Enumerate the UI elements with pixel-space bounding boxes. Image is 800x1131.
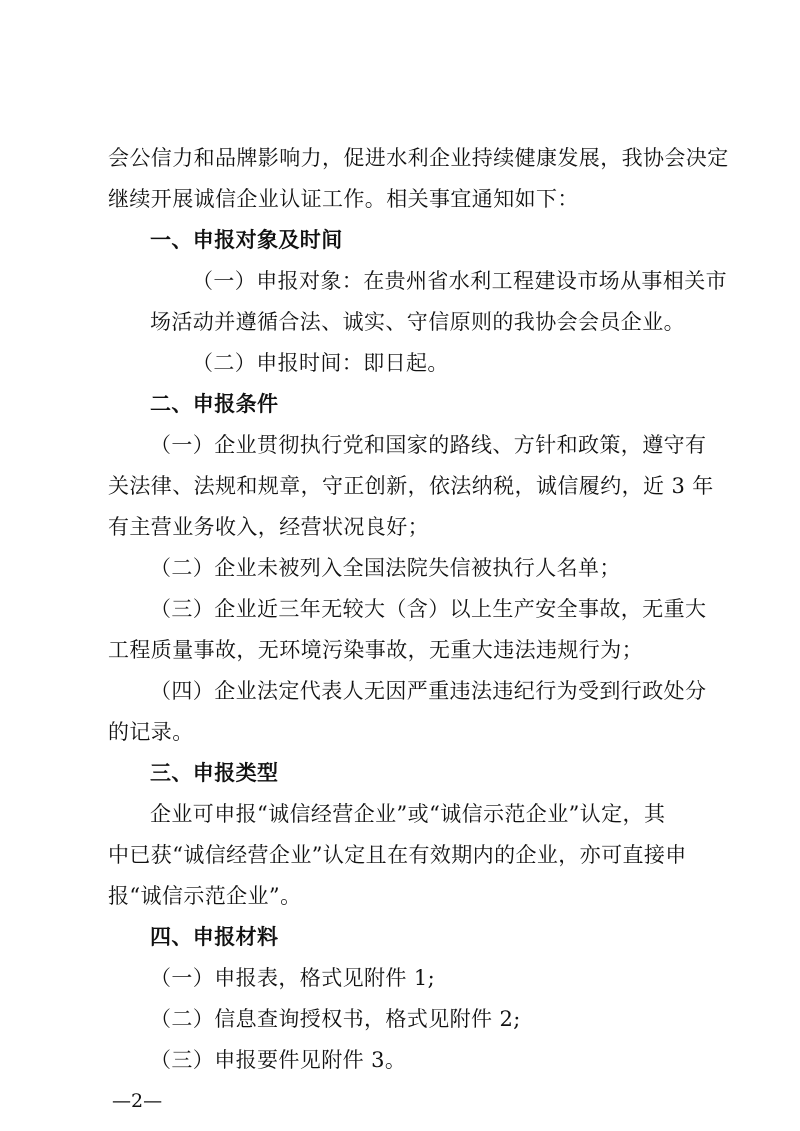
section-heading-1: 一、申报对象及时间 <box>150 228 343 252</box>
paragraph-line: （一）申报对象：在贵州省水利工程建设市场从事相关市 <box>192 269 727 293</box>
paragraph-line: （一）申报表，格式见附件 1; <box>150 966 436 990</box>
paragraph-line: 场活动并遵循合法、诚实、守信原则的我协会会员企业。 <box>150 310 685 334</box>
paragraph-line: 的记录。 <box>108 720 194 744</box>
paragraph-line: 有主营业务收入，经营状况良好； <box>108 515 429 539</box>
section-heading-4: 四、申报材料 <box>150 925 279 949</box>
paragraph-line: 会公信力和品牌影响力，促进水利企业持续健康发展，我协会决定 <box>108 146 729 170</box>
paragraph-line: （四）企业法定代表人无因严重违法违纪行为受到行政处分 <box>150 679 707 703</box>
section-heading-3: 三、申报类型 <box>150 761 279 785</box>
paragraph-line: （二）申报时间：即日起。 <box>192 351 449 375</box>
paragraph-line: 继续开展诚信企业认证工作。相关事宜通知如下： <box>108 187 579 211</box>
page-number: —2— <box>112 1090 163 1112</box>
paragraph-line: （三）企业近三年无较大（含）以上生产安全事故，无重大 <box>150 597 707 621</box>
paragraph-line: 关法律、法规和规章，守正创新，依法纳税，诚信履约，近 3 年 <box>108 474 714 498</box>
paragraph-line: （三）申报要件见附件 3。 <box>150 1048 407 1072</box>
paragraph-line: （一）企业贯彻执行党和国家的路线、方针和政策，遵守有 <box>150 433 707 457</box>
section-heading-2: 二、申报条件 <box>150 392 279 416</box>
paragraph-line: 报“诚信示范企业”。 <box>108 884 302 908</box>
paragraph-line: 中已获“诚信经营企业”认定且在有效期内的企业，亦可直接申 <box>108 843 687 867</box>
paragraph-line: 工程质量事故，无环境污染事故，无重大违法违规行为； <box>108 638 643 662</box>
paragraph-line: 企业可申报“诚信经营企业”或“诚信示范企业”认定，其 <box>150 802 666 826</box>
paragraph-line: （二）企业未被列入全国法院失信被执行人名单； <box>150 556 621 580</box>
paragraph-line: （二）信息查询授权书，格式见附件 2; <box>150 1007 521 1031</box>
